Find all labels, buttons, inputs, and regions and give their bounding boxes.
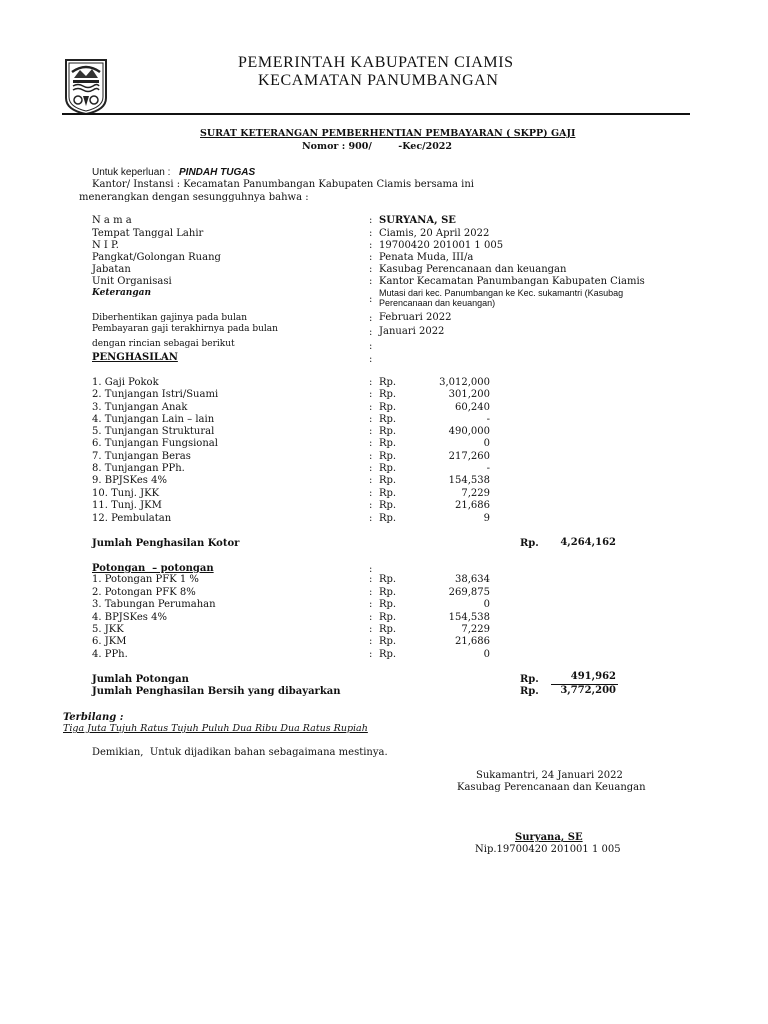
identity-label-last-paid: Pembayaran gaji terakhirnya pada bulan — [92, 324, 278, 334]
identity-value-rank: Penata Muda, III/a — [379, 252, 474, 263]
income-row-colon: : — [369, 414, 373, 425]
identity-value-name: SURYANA, SE — [379, 215, 456, 226]
identity-value-unit: Kantor Kecamatan Panumbangan Kabupaten Ciamis — [379, 276, 645, 287]
deduction-title-colon: : — [369, 564, 373, 575]
deduction-row-colon: : — [369, 612, 373, 623]
identity-colon: : — [369, 341, 373, 352]
deduction-row-label: 4. PPh. — [92, 649, 128, 660]
deduction-row-currency: Rp. — [379, 636, 397, 647]
gross-income-value: 4,264,162 — [560, 537, 616, 548]
identity-value-nip: 19700420 201001 1 005 — [379, 240, 504, 251]
deduction-row-amount: 21,686 — [455, 636, 490, 647]
income-row-label: 8. Tunjangan PPh. — [92, 463, 185, 474]
purpose-label: Untuk keperluan : — [92, 167, 171, 178]
identity-label-name: N a m a — [92, 215, 132, 226]
income-row-colon: : — [369, 488, 373, 499]
income-row-currency: Rp. — [379, 389, 397, 400]
amount-in-words-label: Terbilang : — [63, 712, 124, 723]
identity-label-position: Jabatan — [92, 264, 131, 275]
income-row-amount: 21,686 — [455, 500, 490, 511]
deduction-row-currency: Rp. — [379, 599, 397, 610]
income-row-colon: : — [369, 438, 373, 449]
deduction-row-label: 1. Potongan PFK 1 % — [92, 574, 199, 585]
identity-value-last-paid: Januari 2022 — [379, 326, 445, 337]
intro-line1: Kantor/ Instansi : Kecamatan Panumbangan Kabupaten Ciamis bersama ini — [92, 179, 475, 190]
income-row-label: 2. Tunjangan Istri/Suami — [92, 389, 219, 400]
deduction-row-colon: : — [369, 587, 373, 598]
income-row-amount: 0 — [483, 438, 490, 449]
closing-statement: Demikian, Untuk dijadikan bahan sebagaimana mestinya. — [92, 747, 388, 758]
income-row-label: 4. Tunjangan Lain – lain — [92, 414, 215, 425]
deduction-row-label: 6. JKM — [92, 636, 127, 647]
signature-place-date: Sukamantri, 24 Januari 2022 — [476, 770, 623, 781]
identity-label-stopped: Diberhentikan gajinya pada bulan — [92, 313, 247, 323]
income-row-currency: Rp. — [379, 402, 397, 413]
deduction-row-colon: : — [369, 599, 373, 610]
deduction-row-colon: : — [369, 649, 373, 660]
deduction-row-amount: 269,875 — [448, 587, 490, 598]
identity-colon: : — [369, 276, 373, 287]
income-row-currency: Rp. — [379, 451, 397, 462]
identity-value-birth: Ciamis, 20 April 2022 — [379, 228, 490, 239]
deduction-row-colon: : — [369, 574, 373, 585]
income-row-colon: : — [369, 463, 373, 474]
deduction-row-colon: : — [369, 624, 373, 635]
income-row-label: 7. Tunjangan Beras — [92, 451, 191, 462]
income-row-currency: Rp. — [379, 500, 397, 511]
net-income-label: Jumlah Penghasilan Bersih yang dibayarkan — [92, 686, 341, 697]
income-row-currency: Rp. — [379, 377, 397, 388]
signature-position: Kasubag Perencanaan dan Keuangan — [457, 782, 646, 793]
income-row-label: 3. Tunjangan Anak — [92, 402, 188, 413]
income-row-label: 9. BPJSKes 4% — [92, 475, 167, 486]
income-row-amount: - — [486, 414, 490, 425]
deduction-row-colon: : — [369, 636, 373, 647]
document-title: SURAT KETERANGAN PEMBERHENTIAN PEMBAYARAN ( SKPP) GAJI — [200, 128, 576, 139]
income-row-colon: : — [369, 389, 373, 400]
deduction-row-currency: Rp. — [379, 574, 397, 585]
intro-line2: menerangkan dengan sesungguhnya bahwa : — [79, 192, 309, 203]
deduction-row-currency: Rp. — [379, 649, 397, 660]
deduction-row-amount: 0 — [483, 599, 490, 610]
deduction-row-amount: 154,538 — [448, 612, 490, 623]
deduction-section-title: Potongan – potongan — [92, 563, 214, 574]
income-row-colon: : — [369, 475, 373, 486]
identity-label-rank: Pangkat/Golongan Ruang — [92, 252, 221, 263]
identity-colon: : — [369, 240, 373, 251]
header-line2: KECAMATAN PANUMBANGAN — [258, 72, 499, 89]
identity-colon: : — [369, 313, 373, 324]
income-section-title: PENGHASILAN — [92, 352, 178, 363]
identity-label-birth: Tempat Tanggal Lahir — [92, 228, 204, 239]
purpose-value: PINDAH TUGAS — [179, 167, 256, 178]
identity-label-remarks: Keterangan — [92, 288, 152, 298]
identity-colon: : — [369, 228, 373, 239]
income-row-label: 1. Gaji Pokok — [92, 377, 159, 388]
net-income-rp: Rp. — [520, 686, 539, 697]
deduction-row-amount: 38,634 — [455, 574, 490, 585]
income-row-amount: 9 — [483, 513, 490, 524]
net-income-value: 3,772,200 — [560, 685, 616, 696]
identity-label-details: dengan rincian sebagai berikut — [92, 339, 235, 349]
deduction-row-label: 3. Tabungan Perumahan — [92, 599, 216, 610]
total-deduction-value: 491,962 — [570, 671, 616, 682]
ciamis-emblem-logo — [64, 58, 108, 116]
income-row-colon: : — [369, 402, 373, 413]
income-row-currency: Rp. — [379, 463, 397, 474]
signature-nip: Nip.19700420 201001 1 005 — [475, 844, 621, 855]
identity-value-position: Kasubag Perencanaan dan keuangan — [379, 264, 567, 275]
deduction-row-label: 5. JKK — [92, 624, 124, 635]
header-line1: PEMERINTAH KABUPATEN CIAMIS — [238, 54, 514, 71]
identity-label-unit: Unit Organisasi — [92, 276, 172, 287]
income-row-label: 10. Tunj. JKK — [92, 488, 160, 499]
income-row-label: 12. Pembulatan — [92, 513, 172, 524]
income-row-label: 11. Tunj. JKM — [92, 500, 162, 511]
deduction-row-amount: 7,229 — [461, 624, 490, 635]
gross-income-rp: Rp. — [520, 538, 539, 549]
income-row-label: 5. Tunjangan Struktural — [92, 426, 215, 437]
income-row-amount: 301,200 — [448, 389, 490, 400]
identity-colon: : — [369, 264, 373, 275]
deduction-row-currency: Rp. — [379, 587, 397, 598]
income-row-currency: Rp. — [379, 475, 397, 486]
identity-value-remarks-line2: Perencanaan dan keuangan) — [379, 298, 496, 308]
income-row-currency: Rp. — [379, 426, 397, 437]
deduction-row-currency: Rp. — [379, 612, 397, 623]
income-row-currency: Rp. — [379, 438, 397, 449]
deduction-row-label: 4. BPJSKes 4% — [92, 612, 167, 623]
identity-label-nip: N I P. — [92, 240, 119, 251]
identity-colon: : — [369, 294, 373, 305]
document-number: Nomor : 900/ -Kec/2022 — [302, 141, 453, 152]
amount-in-words-value: Tiga Juta Tujuh Ratus Tujuh Puluh Dua Ribu Dua Ratus Rupiah — [63, 723, 368, 734]
identity-value-remarks-line1: Mutasi dari kec. Panumbangan ke Kec. sukamantri (Kasubag — [379, 288, 624, 298]
income-row-amount: 154,538 — [448, 475, 490, 486]
income-title-colon: : — [369, 354, 373, 365]
total-deduction-rp: Rp. — [520, 674, 539, 685]
income-row-amount: - — [486, 463, 490, 474]
income-row-currency: Rp. — [379, 414, 397, 425]
deduction-row-amount: 0 — [483, 649, 490, 660]
income-row-amount: 490,000 — [448, 426, 490, 437]
income-row-amount: 217,260 — [448, 451, 490, 462]
income-row-currency: Rp. — [379, 488, 397, 499]
income-row-colon: : — [369, 513, 373, 524]
income-row-label: 6. Tunjangan Fungsional — [92, 438, 218, 449]
income-row-amount: 3,012,000 — [439, 377, 490, 388]
income-row-colon: : — [369, 500, 373, 511]
identity-colon: : — [369, 215, 373, 226]
identity-value-stopped: Februari 2022 — [379, 312, 452, 323]
income-row-currency: Rp. — [379, 513, 397, 524]
income-row-colon: : — [369, 426, 373, 437]
income-row-colon: : — [369, 377, 373, 388]
deduction-row-currency: Rp. — [379, 624, 397, 635]
header-divider — [62, 113, 690, 115]
gross-income-label: Jumlah Penghasilan Kotor — [92, 538, 240, 549]
identity-colon: : — [369, 327, 373, 338]
signature-name: Suryana, SE — [515, 832, 583, 843]
total-deduction-label: Jumlah Potongan — [92, 674, 189, 685]
deduction-row-label: 2. Potongan PFK 8% — [92, 587, 196, 598]
identity-colon: : — [369, 252, 373, 263]
income-row-amount: 60,240 — [455, 402, 490, 413]
income-row-amount: 7,229 — [461, 488, 490, 499]
income-row-colon: : — [369, 451, 373, 462]
